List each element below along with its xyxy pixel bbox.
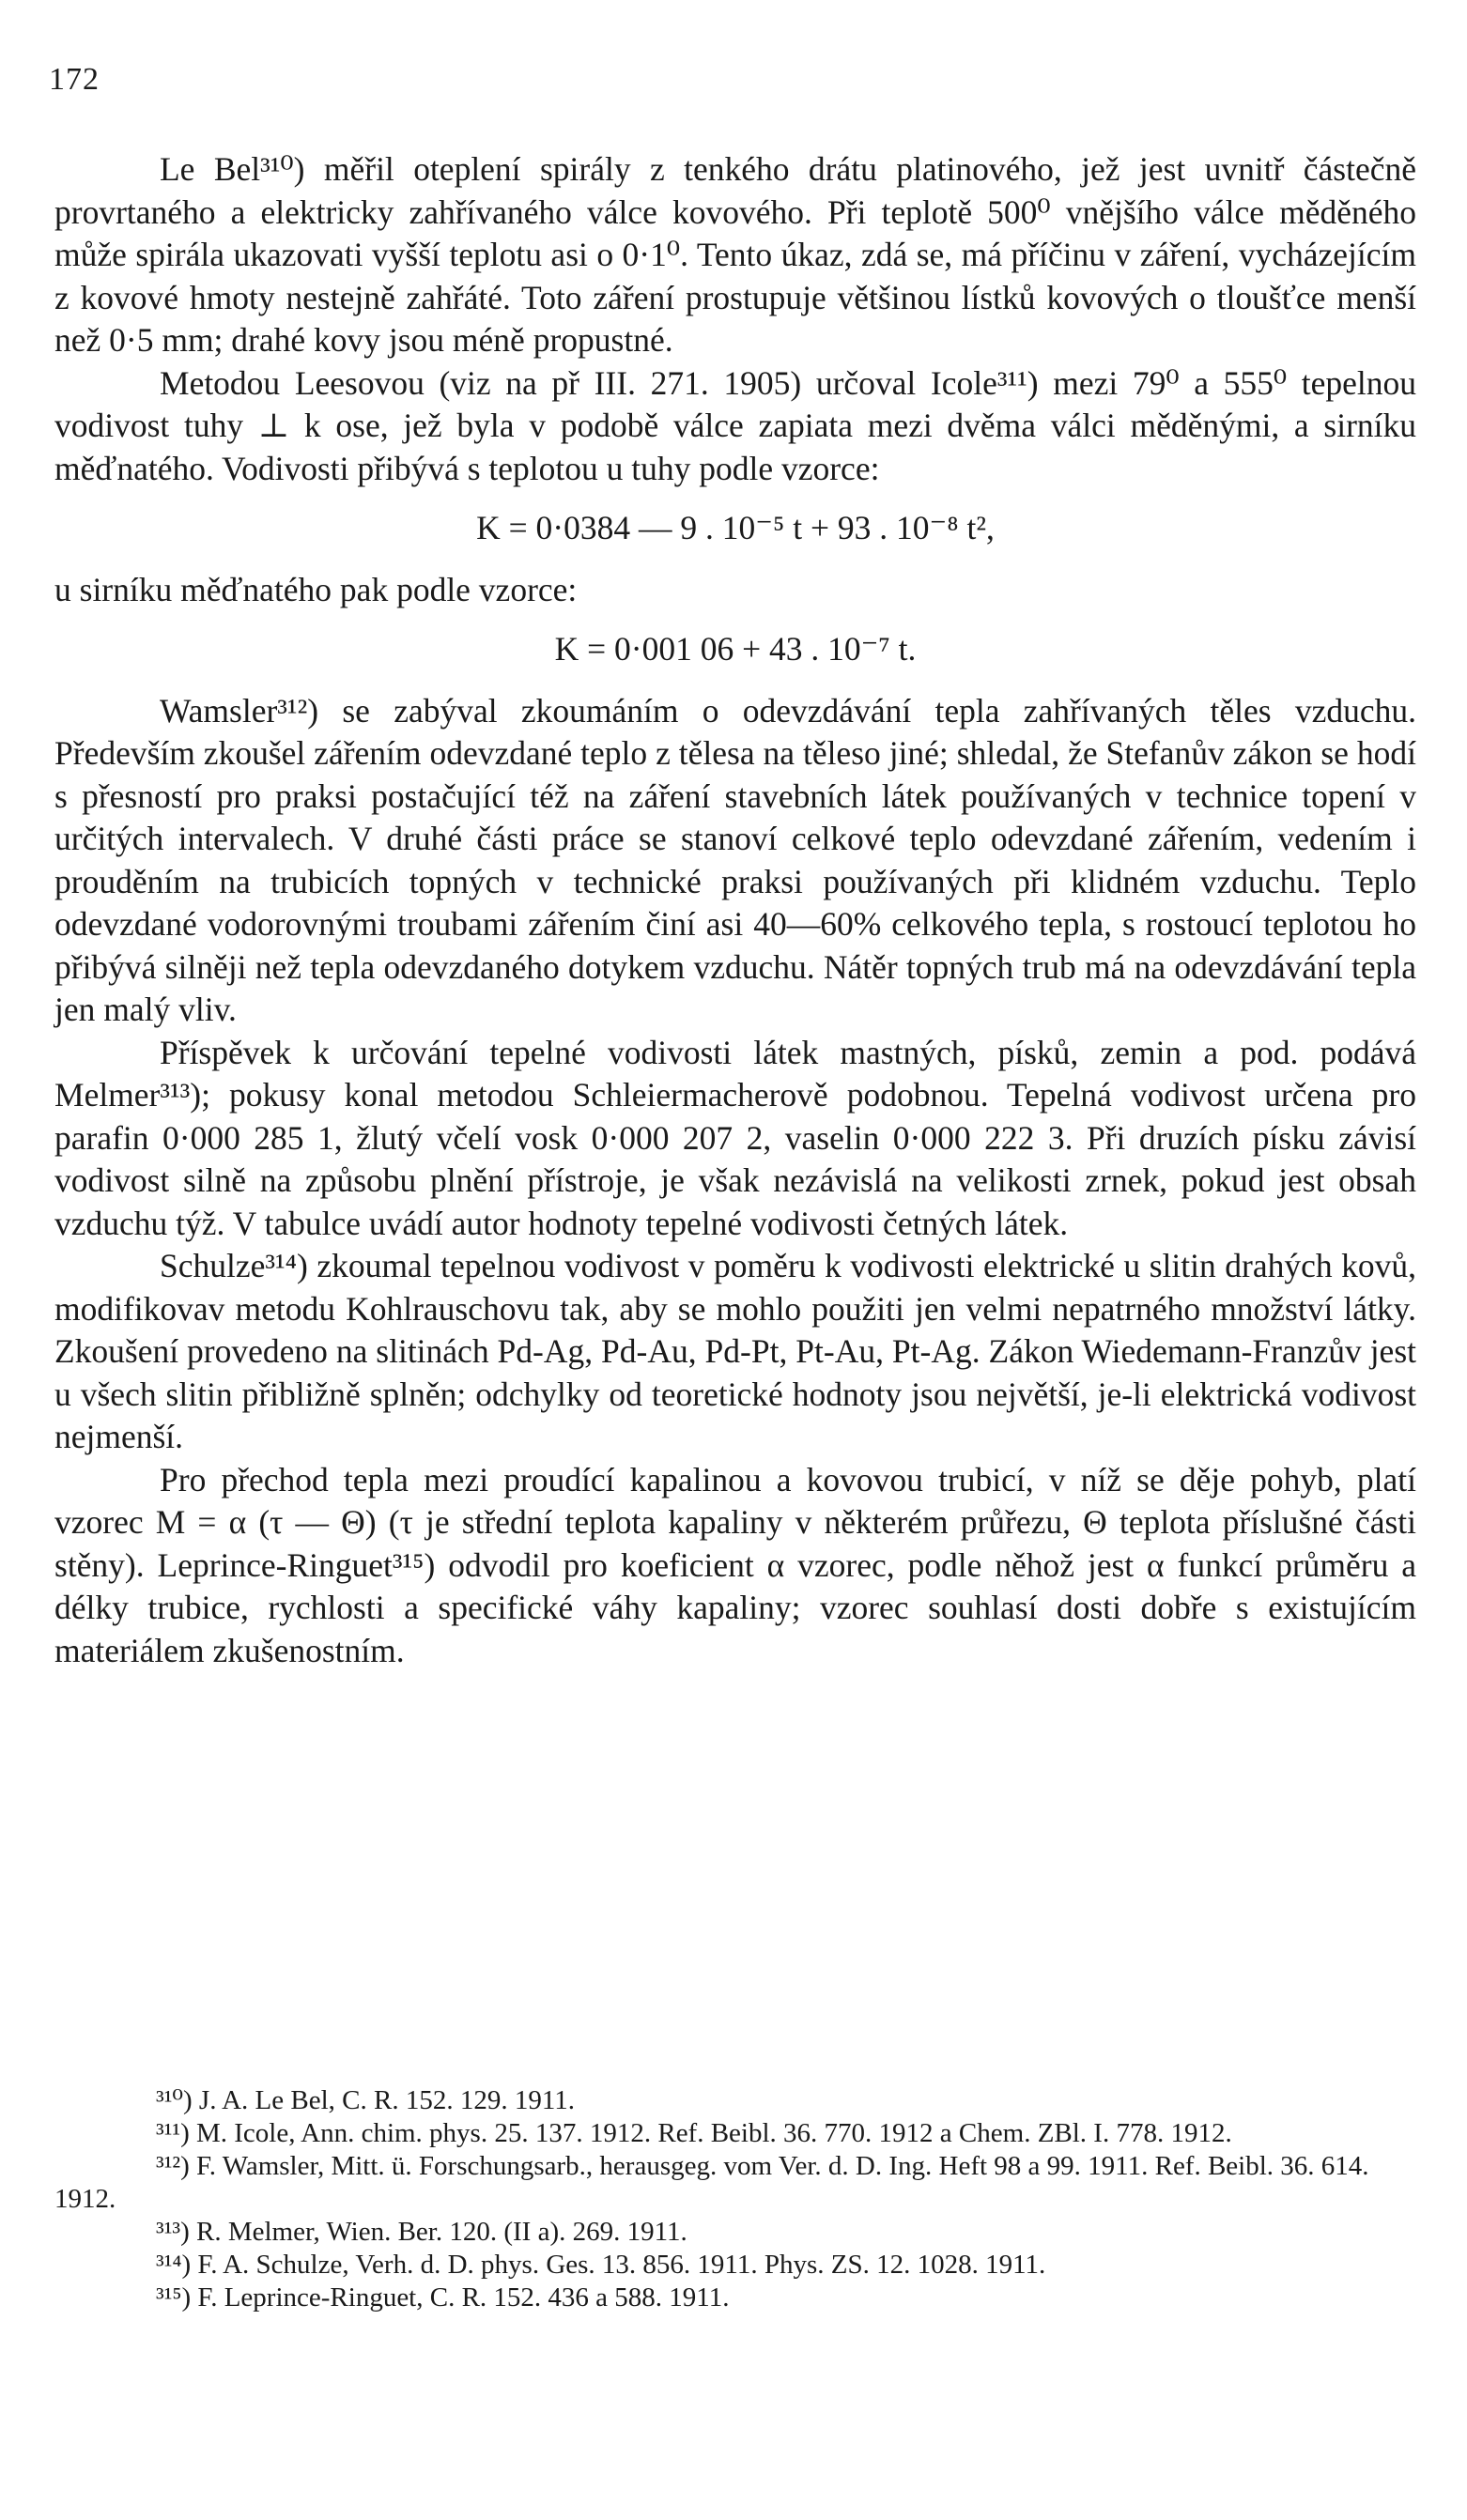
body-text: [54, 148, 1416, 1672]
footnote-310: ³¹⁰) J. A. Le Bel, C. R. 152. 129. 1911.: [156, 2085, 576, 2115]
footnote-312: ³¹²) F. Wamsler, Mitt. ü. Forschungsarb., herausgeg. vom Ver. d. D. Ing. Heft 98 a 99. 1911. Ref. Beibl. 36. 614. 1912.: [54, 2151, 1369, 2214]
paragraph-schulze: Schulze³¹⁴) zkoumal tepelnou vodivost v poměru k vodivosti elektrické u slitin drahých kovů, modifikovav metodu Kohlrauschovu tak, aby se mohlo použiti jen velmi nepatrného množství látky. Zkoušení provedeno na slitinách Pd-Ag, Pd-Au, Pd-Pt, Pt-Au, Pt-Ag. Zákon Wiedemann-Franzův jest u všech slitin přibližně splněn; odchylky od teoretické hodnoty jsou největší, je-li elektrická vodivost nejmenší.: [54, 1247, 1416, 1455]
page-number: 172: [49, 62, 100, 97]
paragraph-wamsler: Wamsler³¹²) se zabýval zkoumáním o odevzdávání tepla zahřívaných těles vzduchu. Především zkoušel zářením odevzdané teplo z tělesa na těleso jiné; shledal, že Stefanův zákon se hodí s přesností pro praksi postačující též na záření stavebních látek používaných v technice topení v určitých intervalech. V druhé části práce se stanoví celkové teplo odevzdané zářením, vedením i prouděním na trubicích topných v technické praksi používaných při klidném vzduchu. Teplo odevzdané vodorovnými troubami zářením činí asi 40—60% celkového tepla, s rostoucí teplotou ho přibývá silněji než tepla odevzdaného dotykem vzduchu. Nátěr topných trub má na odevzdávání tepla jen malý vliv.: [54, 691, 1416, 1028]
footnote-314: ³¹⁴) F. A. Schulze, Verh. d. D. phys. Ges. 13. 856. 1911. Phys. ZS. 12. 1028. 1911.: [156, 2250, 1046, 2280]
formula-tuha: K = 0·0384 — 9 . 10⁻⁵ t + 93 . 10⁻⁸ t²,: [476, 509, 995, 546]
formula-sirnik: K = 0·001 06 + 43 . 10⁻⁷ t.: [554, 630, 917, 668]
footnote-315: ³¹⁵) F. Leprince-Ringuet, C. R. 152. 436 a 588. 1911.: [156, 2282, 730, 2313]
paragraph-melmer: Příspěvek k určování tepelné vodivosti látek mastných, písků, zemin a pod. podává Melmer³¹³); pokusy konal metodou Schleiermacherově podobnou. Tepelná vodivost určena pro parafin 0·000 285 1, žlutý včelí vosk 0·000 207 2, vaselin 0·000 222 3. Při druzích písku závisí vodivost silně na způsobu plnění přístroje, je však nezávislá na velikosti zrnek, pokud jest obsah vzduchu týž. V tabulce uvádí autor hodnoty tepelné vodivosti četných látek.: [54, 1033, 1416, 1242]
paragraph-leprince-ringuet: Pro přechod tepla mezi proudící kapalinou a kovovou trubicí, v níž se děje pohyb, platí vzorec M = α (τ — Θ) (τ je střední teplota kapaliny v některém průřezu, Θ teplota příslušné části stěny). Leprince-Ringuet³¹⁵) odvodil pro koeficient α vzorec, podle něhož jest α funkcí průměru a délky trubice, rychlosti a specifické váhy kapaliny; vzorec souhlasí dosti dobře s existujícím materiálem zkušenostním.: [54, 1460, 1416, 1669]
footnotes: [54, 2084, 1416, 2314]
paragraph-sirnik-intro: u sirníku měďnatého pak podle vzorce:: [54, 570, 578, 608]
footnote-311: ³¹¹) M. Icole, Ann. chim. phys. 25. 137. 1912. Ref. Beibl. 36. 770. 1912 a Chem. ZBl. I. 778. 1912.: [156, 2118, 1232, 2148]
paragraph-icole: Metodou Leesovou (viz na př III. 271. 1905) určoval Icole³¹¹) mezi 79⁰ a 555⁰ tepelnou vodivost tuhy ⊥ k ose, jež byla v podobě válce zapiata mezi dvěma válci měděnými, a sirníku měďnatého. Vodivosti přibývá s teplotou u tuhy podle vzorce:: [54, 363, 1416, 487]
paragraph-le-bel: Le Bel³¹⁰) měřil oteplení spirály z tenkého drátu platinového, jež jest uvnitř částečně provrtaného a elektricky zahřívaného válce kovového. Při teplotě 500⁰ vnějšího válce měděného může spirála ukazovati vyšší teplotu asi o 0·1⁰. Tento úkaz, zdá se, má příčinu v záření, vycházejícím z kovové hmoty nestejně zahřáté. Toto záření prostupuje většinou lístků kovových o tloušťce menší než 0·5 mm; drahé kovy jsou méně propustné.: [54, 150, 1416, 359]
footnote-313: ³¹³) R. Melmer, Wien. Ber. 120. (II a). 269. 1911.: [156, 2217, 687, 2247]
